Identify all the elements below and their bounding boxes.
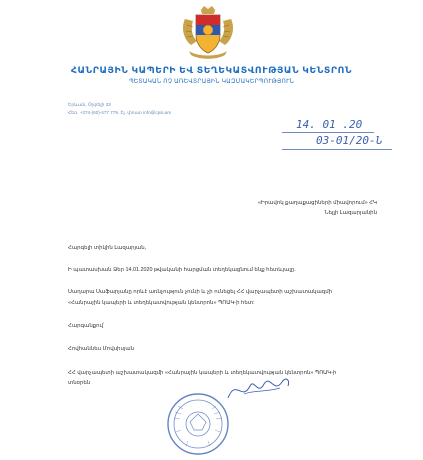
signer-title-line-2: տնօրեն <box>68 380 91 386</box>
coat-of-arms-icon <box>179 5 237 61</box>
recipient-organization: «Իրավոկ քաղաքացիների միավորում» ՀԿ <box>258 200 377 206</box>
address: Երևան, Օրբելի 23 <box>68 102 111 107</box>
number-underline <box>282 149 392 150</box>
phone-email: Հեռ. +374-(60)-477 779, Էլ. փոստ info@cpsi.am <box>68 110 172 115</box>
recipient-name: Նելլի Լազարյանին <box>324 210 377 216</box>
paragraph-1: Ի պատասխան Ձեր 14.01.2020 թվականի հարցման տեղեկացնում ենք հետևյալը. <box>68 267 296 273</box>
contact-block <box>68 101 171 117</box>
handwritten-reference-number: 03-01/20-Ն <box>316 134 383 147</box>
paragraph-2-line-1: Սաղարա Սաֆարյանը որևէ առնչություն չունի և չի ունեցել ՀՀ վարչապետի աշխատակազմի <box>68 289 333 295</box>
signature-icon <box>224 368 294 408</box>
organization-name: ՀԱՆՐԱՅԻՆ ԿԱՊԵՐԻ ԵՎ ՏԵՂԵԿԱՏՎՈՒԹՅԱՆ ԿԵՆՏՐՈՆ <box>70 65 353 75</box>
paragraph-2-line-2: «Հանրային կապերի և տեղեկատվության կենտրոն» ՊՈԱԿ-ի հետ: <box>68 300 255 306</box>
handwritten-date: 14. 01 .20 <box>296 118 363 131</box>
organization-type: ՊԵՏԱԿԱՆ ՈՉ ԱՌԵՎՏՐԱՅԻՆ ԿԱԶՄԱԿԵՐՊՈՒԹՅՈՒՆ <box>128 79 295 85</box>
signer-title-line-1: ՀՀ վարչապետի աշխատակազմի «Հանրային կապերի և տեղեկատվության կենտրոն» ՊՈԱԿ-ի <box>68 370 337 376</box>
official-seal-icon <box>166 392 230 456</box>
date-underline <box>282 132 374 133</box>
closing: Հարգանքով՝ <box>68 323 105 329</box>
signer-name: Հովհաննես Մովսիսյան <box>68 346 135 352</box>
greeting: Հարգելի տիկին Լազարյան, <box>68 245 147 251</box>
